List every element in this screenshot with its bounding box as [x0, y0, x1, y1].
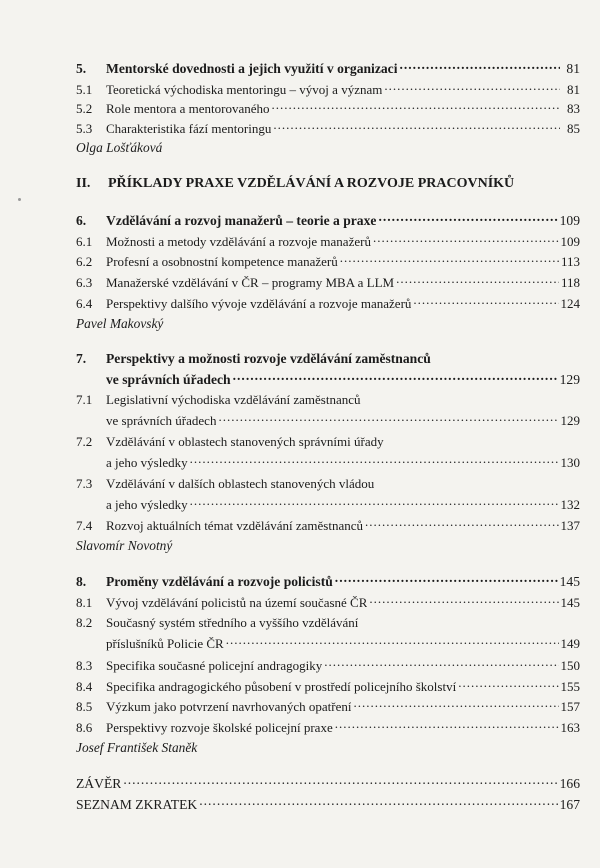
page-number: 109	[560, 234, 580, 249]
page-number: 163	[560, 720, 580, 735]
chapter-title: Proměny vzdělávání a rozvoje policistů	[106, 574, 333, 589]
dot-leader	[335, 573, 558, 587]
dot-leader	[190, 454, 559, 468]
dot-leader	[324, 657, 558, 671]
dot-leader	[123, 775, 557, 789]
toc-item-6-2[interactable]	[76, 252, 580, 271]
item-title: Charakteristika fází mentoringu	[106, 121, 272, 136]
toc-item-5-1[interactable]	[76, 80, 580, 99]
toc-item-7-1[interactable]	[76, 391, 580, 409]
item-title: Profesní a osobnostní kompetence manažerů	[106, 254, 338, 269]
dot-leader	[353, 698, 558, 712]
dot-leader	[369, 594, 558, 608]
chapter-author: Slavomír Novotný	[76, 538, 173, 553]
page-number: 155	[560, 679, 580, 694]
dot-leader	[340, 253, 559, 267]
item-title: Role mentora a mentorovaného	[106, 101, 270, 116]
item-title-continued: a jeho výsledky	[106, 497, 188, 512]
item-title-continued: příslušníků Policie ČR	[106, 636, 224, 651]
item-title: Možnosti a metody vzdělávání a rozvoje manažerů	[106, 234, 371, 249]
dot-leader	[378, 212, 557, 226]
dot-leader	[190, 496, 559, 510]
toc-item-8-2-line2[interactable]	[76, 634, 580, 653]
item-title: Současný systém středního a vyššího vzdělávání	[106, 615, 359, 630]
item-number: 5.3	[76, 121, 93, 136]
toc-item-7-3[interactable]	[76, 475, 580, 493]
item-title: Manažerské vzdělávání v ČR – programy MBA a LLM	[106, 275, 395, 290]
dot-leader	[226, 635, 559, 649]
item-title: Legislativní východiska vzdělávání zaměstnanců	[106, 392, 361, 407]
item-number: 7.3	[76, 476, 93, 491]
page-number: 145	[560, 595, 580, 610]
toc-item-6-3[interactable]	[76, 273, 580, 292]
item-number: 6.4	[76, 296, 93, 311]
item-title: Výzkum jako potvrzení navrhovaných opatření	[106, 699, 352, 714]
toc-item-8-5[interactable]	[76, 697, 580, 716]
part-title: PŘÍKLADY PRAXE VZDĚLÁVÁNÍ A ROZVOJE PRACOVNÍKŮ	[108, 176, 515, 191]
chapter-author: Olga Lošťáková	[76, 140, 163, 155]
item-title: Teoretická východiska mentoringu – vývoj a význam	[106, 82, 383, 97]
part-number: II.	[76, 176, 91, 191]
toc-chapter-7-line1[interactable]	[76, 350, 580, 368]
item-title: Specifika andragogického působení v prostředí policejního školství	[106, 679, 457, 694]
page-number: 113	[560, 254, 580, 269]
dot-leader	[199, 796, 557, 810]
toc-item-5-2[interactable]	[76, 99, 580, 118]
item-number: 7.2	[76, 434, 93, 449]
dot-leader	[273, 120, 560, 134]
toc-part-2[interactable]	[76, 175, 580, 193]
chapter-author: Pavel Makovský	[76, 316, 164, 331]
toc-item-8-1[interactable]	[76, 593, 580, 612]
toc-item-7-4[interactable]	[76, 516, 580, 535]
chapter-author: Josef František Staněk	[76, 740, 198, 755]
dot-leader	[365, 517, 558, 531]
toc-item-6-1[interactable]	[76, 232, 580, 251]
dot-leader	[458, 678, 558, 692]
item-title: Perspektivy dalšího vývoje vzdělávání a rozvoje manažerů	[106, 296, 412, 311]
toc-item-8-3[interactable]	[76, 656, 580, 675]
item-number: 8.3	[76, 658, 93, 673]
page-number: 167	[559, 797, 580, 812]
page-number: 129	[560, 413, 580, 428]
toc-chapter-7-line2[interactable]	[76, 370, 580, 389]
toc-item-7-3-line2[interactable]	[76, 495, 580, 514]
page-number: 81	[567, 82, 580, 97]
page-number: 157	[560, 699, 580, 714]
item-title: Rozvoj aktuálních témat vzdělávání zaměstnanců	[106, 518, 364, 533]
page-number: 137	[560, 518, 580, 533]
toc-chapter-6[interactable]	[76, 211, 580, 230]
page-number: 118	[560, 275, 580, 290]
chapter-title: Mentorské dovednosti a jejich využití v organizaci	[106, 61, 398, 76]
page-number: 81	[566, 61, 580, 76]
item-number: 5.2	[76, 101, 93, 116]
page-number: 145	[559, 574, 580, 589]
toc-item-8-4[interactable]	[76, 677, 580, 696]
item-title: Vzdělávání v dalších oblastech stanovených vládou	[106, 476, 375, 491]
dot-leader	[399, 60, 560, 74]
page-number: 129	[559, 372, 580, 387]
toc-item-8-6[interactable]	[76, 718, 580, 737]
chapter-title: Perspektivy a možnosti rozvoje vzdělávání zaměstnanců	[106, 351, 431, 366]
page-number: 150	[560, 658, 580, 673]
toc-item-5-3[interactable]	[76, 119, 580, 138]
section-title: SEZNAM ZKRATEK	[76, 797, 198, 812]
dot-leader	[373, 233, 559, 247]
section-title: ZÁVĚR	[76, 776, 122, 791]
item-title-continued: ve správních úřadech	[106, 413, 217, 428]
item-title: Vzdělávání v oblastech stanovených správními úřady	[106, 434, 384, 449]
dot-leader	[384, 81, 560, 95]
toc-abbreviations[interactable]	[76, 795, 580, 814]
chapter-title-continued: ve správních úřadech	[106, 372, 231, 387]
paper-speck	[18, 198, 21, 201]
item-number: 8.6	[76, 720, 93, 735]
page-number: 124	[560, 296, 580, 311]
chapter-number: 7.	[76, 351, 87, 366]
item-number: 8.2	[76, 615, 93, 630]
item-title-continued: a jeho výsledky	[106, 455, 188, 470]
page-number: 109	[559, 213, 580, 228]
item-number: 7.4	[76, 518, 93, 533]
item-number: 5.1	[76, 82, 93, 97]
page-number: 149	[560, 636, 580, 651]
item-number: 8.4	[76, 679, 93, 694]
chapter-number: 8.	[76, 574, 87, 589]
page-number: 83	[567, 101, 580, 116]
toc-chapter-5[interactable]	[76, 59, 580, 78]
chapter-number: 6.	[76, 213, 87, 228]
page-number: 166	[559, 776, 580, 791]
item-title: Perspektivy rozvoje školské policejní praxe	[106, 720, 333, 735]
dot-leader	[413, 295, 558, 309]
toc-item-6-4[interactable]	[76, 294, 580, 313]
item-number: 6.3	[76, 275, 93, 290]
dot-leader	[335, 719, 559, 733]
item-number: 6.1	[76, 234, 93, 249]
item-title: Specifika současné policejní andragogiky	[106, 658, 323, 673]
toc-conclusion[interactable]	[76, 774, 580, 793]
dot-leader	[218, 412, 558, 426]
toc-chapter-8[interactable]	[76, 572, 580, 591]
chapter-title: Vzdělávání a rozvoj manažerů – teorie a praxe	[106, 213, 377, 228]
item-title: Vývoj vzdělávání policistů na území současné ČR	[106, 595, 368, 610]
dot-leader	[233, 371, 558, 385]
dot-leader	[396, 274, 559, 288]
dot-leader	[272, 100, 560, 114]
toc-item-7-1-line2[interactable]	[76, 411, 580, 430]
toc-item-7-2[interactable]	[76, 433, 580, 451]
item-number: 8.1	[76, 595, 93, 610]
page-number: 130	[560, 455, 580, 470]
item-number: 7.1	[76, 392, 93, 407]
toc-item-8-2[interactable]	[76, 614, 580, 632]
page-number: 132	[560, 497, 580, 512]
chapter-number: 5.	[76, 61, 87, 76]
page-number: 85	[567, 121, 580, 136]
item-number: 8.5	[76, 699, 93, 714]
item-number: 6.2	[76, 254, 93, 269]
toc-item-7-2-line2[interactable]	[76, 453, 580, 472]
